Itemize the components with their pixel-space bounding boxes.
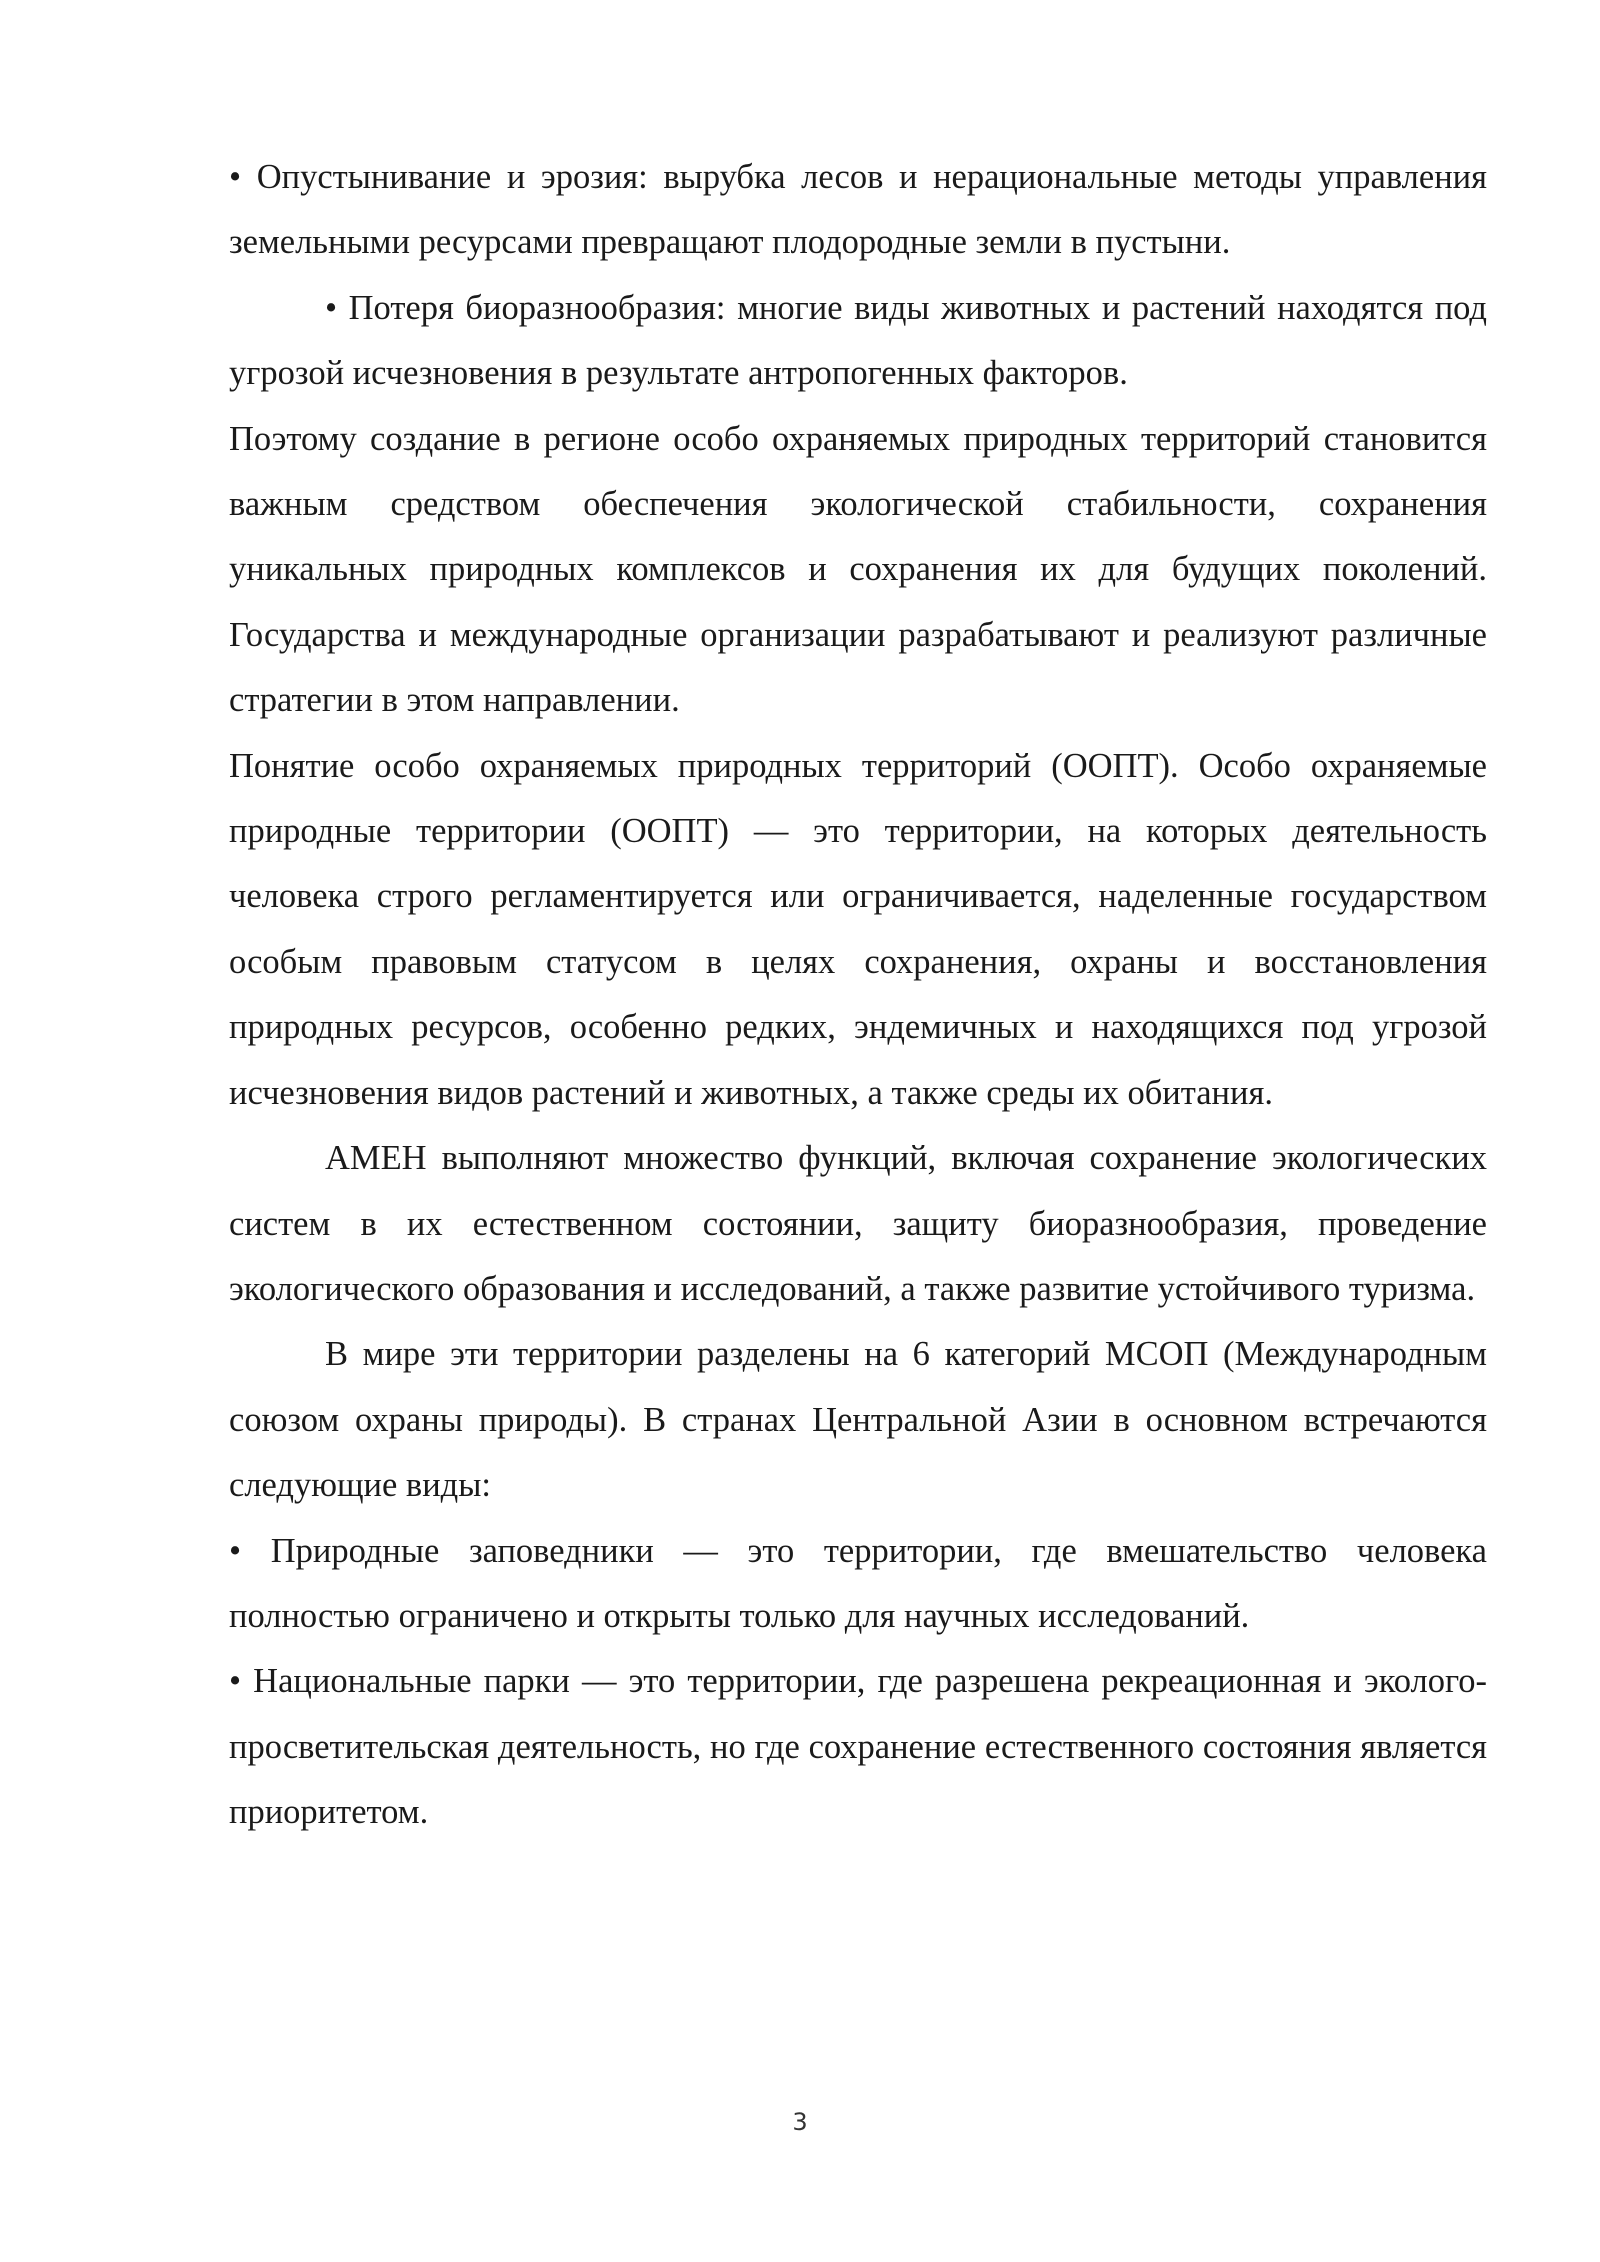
paragraph-protected-areas-importance: Поэтому создание в регионе особо охраняемых природных территорий становится важным средством обеспечения экологической стабильности, сохранения уникальных природных комплексов и сохранения их для будущих поколений. Государства и международные организации разрабатывают и реализуют различные стратегии в этом направлении.: [229, 419, 1487, 720]
paragraph-nature-reserves-bullet: • Природные заповедники — это территории, где вмешательство человека полностью ограничено и открыты только для научных исследований.: [229, 1531, 1487, 1635]
document-body: [229, 145, 1487, 1846]
paragraph-functions: АМЕН выполняют множество функций, включая сохранение экологических систем в их естественном состоянии, защиту биоразнообразия, проведение экологического образования и исследований, а также развитие устойчивого туризма.: [229, 1139, 1487, 1308]
page-number: 3: [792, 2108, 808, 2136]
paragraph-biodiversity-loss-bullet: • Потеря биоразнообразия: многие виды животных и растений находятся под угрозой исчезновения в результате антропогенных факторов.: [229, 288, 1487, 393]
paragraph-oopt-definition: Понятие особо охраняемых природных территорий (ООПТ). Особо охраняемые природные территории (ООПТ) — это территории, на которых деятельность человека строго регламентируется или ограничивается, наделенные государством особым правовым статусом в целях сохранения, охраны и восстановления природных ресурсов, особенно редких, эндемичных и находящихся под угрозой исчезновения видов растений и животных, а также среды их обитания.: [229, 746, 1487, 1112]
paragraph-desertification-bullet: • Опустынивание и эрозия: вырубка лесов и нерациональные методы управления земельными ресурсами превращают плодородные земли в пустыни.: [229, 158, 1487, 262]
paragraph-iucn-categories: В мире эти территории разделены на 6 категорий МСОП (Международным союзом охраны природы). В странах Центральной Азии в основном встречаются следующие виды:: [229, 1335, 1487, 1505]
paragraph-national-parks-bullet: • Национальные парки — это территории, где разрешена рекреационная и эколого-просветительская деятельность, но где сохранение естественного состояния является приоритетом.: [229, 1662, 1487, 1832]
